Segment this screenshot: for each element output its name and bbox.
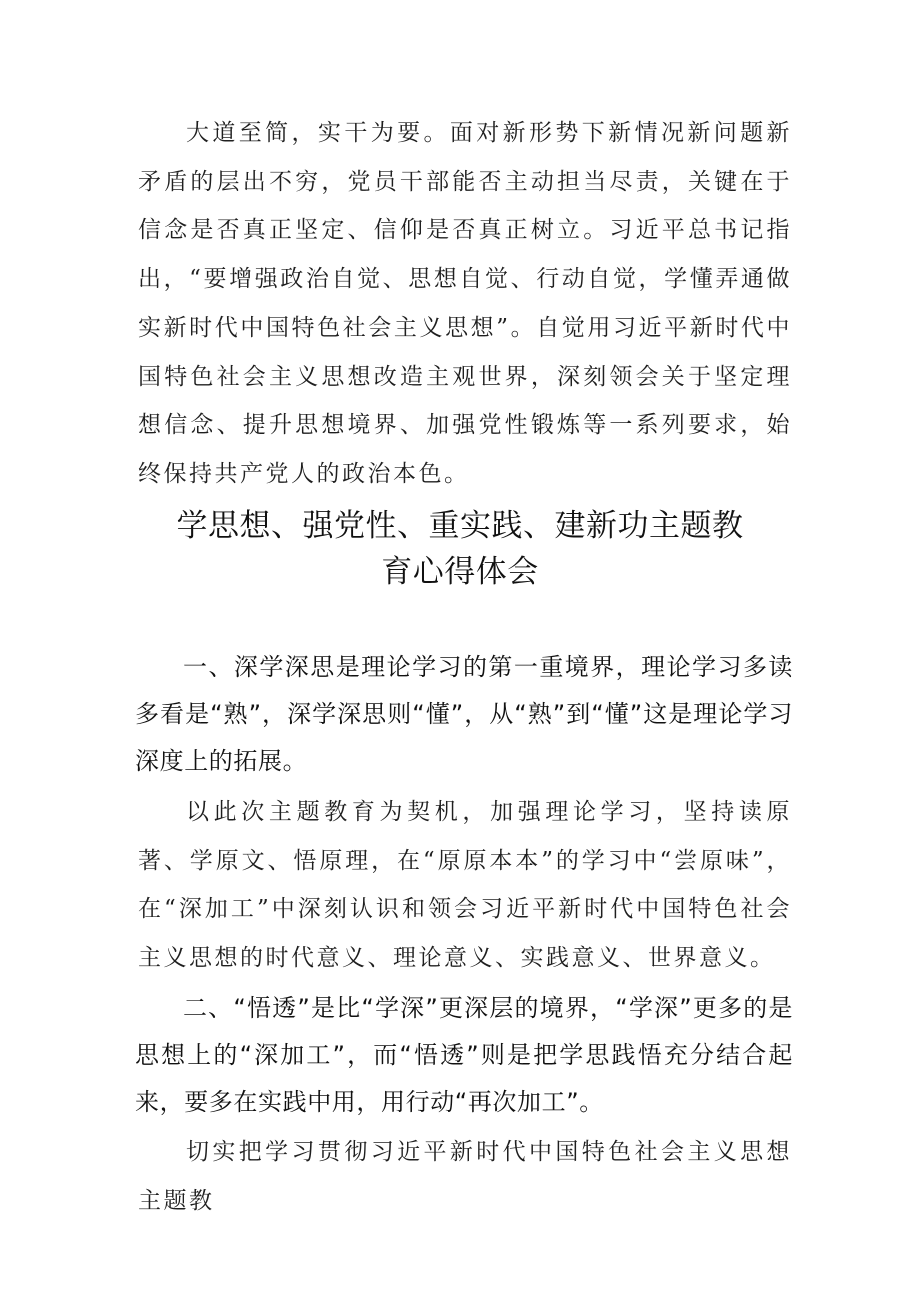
body-paragraph-section-two: 切实把学习贯彻习近平新时代中国特色社会主义思想主题教 <box>138 1139 792 1214</box>
body-paragraph-opening: 大道至简，实干为要。面对新形势下新情况新问题新矛盾的层出不穷，党员干部能否主动担当尽责，关键在于信念是否真正坚定、信仰是否真正树立。习近平总书记指出，“要增强政治自觉、思想自觉、行动自觉，学懂弄通做实新时代中国特色社会主义思想”。自觉用习近平新时代中国特色社会主义思想改造主观世界，深刻领会关于坚定理想信念、提升思想境界、加强党性锻炼等一系列要求，始终保持共产党人的政治本色。 <box>138 120 792 487</box>
title-line-1: 学思想、强党性、重实践、建新功主题教 <box>176 508 744 544</box>
document-title <box>150 503 770 595</box>
title-line-2: 育心得体会 <box>381 554 539 590</box>
section-heading-one: 一、深学深思是理论学习的第一重境界，理论学习多读多看是“熟”，深学深思则“懂”，从“熟”到“懂”这是理论学习深度上的拓展。 <box>135 653 793 775</box>
section-heading-two: 二、“悟透”是比“学深”更深层的境界，“学深”更多的是思想上的“深加工”，而“悟透”则是把学思践悟充分结合起来，要多在实践中用，用行动“再次加工”。 <box>135 994 793 1116</box>
body-paragraph-section-one: 以此次主题教育为契机，加强理论学习，坚持读原著、学原文、悟原理，在“原原本本”的学习中“尝原味”，在“深加工”中深刻认识和领会习近平新时代中国特色社会主义思想的时代意义、理论意义、实践意义、世界意义。 <box>138 799 792 972</box>
